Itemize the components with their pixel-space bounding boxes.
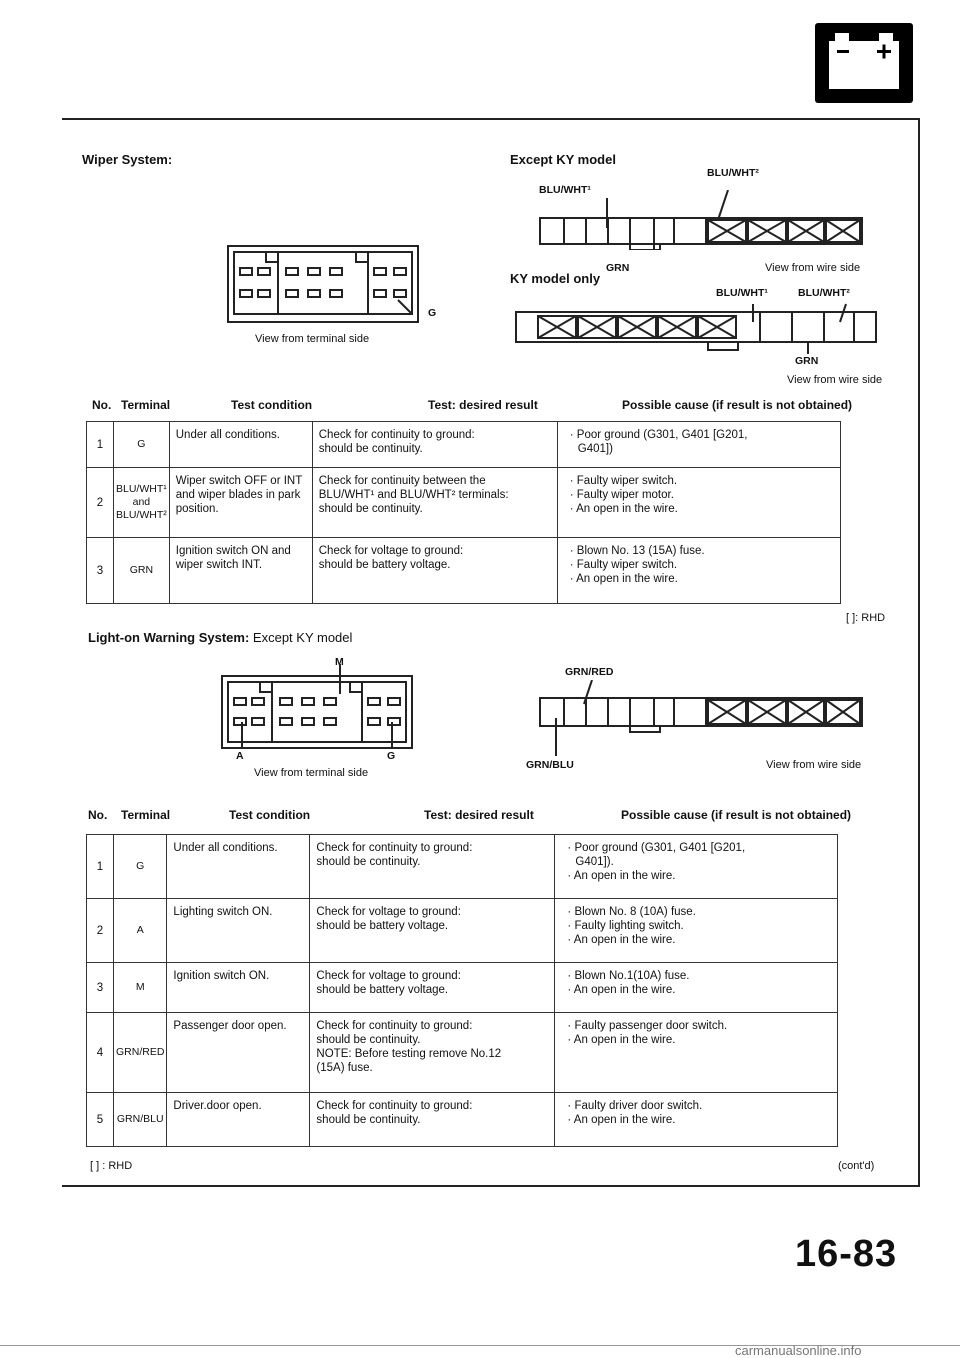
table-row (87, 538, 841, 604)
wiper-section-title: Wiper System: (82, 152, 173, 167)
row-no: 3 (87, 963, 114, 1013)
row-terminal: BLU/WHT¹ and BLU/WHT² (114, 468, 170, 538)
ky-view-wire-side: View from wire side (787, 374, 883, 386)
light-section-title: Light-on Warning System: Except KY model (88, 630, 353, 645)
row-terminal: A (114, 899, 167, 963)
row-condition: Lighting switch ON. (167, 899, 310, 963)
except-ky-blu-wht2-label: BLU/WHT² (707, 167, 759, 179)
row-terminal: GRN/RED (114, 1013, 167, 1093)
table-row (87, 468, 841, 538)
light-test-table (86, 834, 838, 1147)
row-terminal: GRN (114, 538, 170, 604)
wiper-header-cause: Possible cause (if result is not obtained) (622, 398, 853, 412)
row-no: 5 (87, 1093, 114, 1147)
row-condition: Under all conditions. (167, 835, 310, 899)
row-condition: Wiper switch OFF or INT and wiper blades in park position. (169, 468, 312, 538)
wiper-view-terminal-side: View from terminal side (255, 333, 370, 345)
row-test: Check for voltage to ground: should be battery voltage. (312, 538, 557, 604)
row-no: 1 (87, 422, 114, 468)
ky-grn-label: GRN (795, 355, 819, 367)
table-row (87, 835, 838, 899)
row-cause: · Faulty wiper switch. · Faulty wiper motor. · An open in the wire. (557, 468, 840, 538)
row-cause: · Blown No. 8 (10A) fuse. · Faulty lighting switch. · An open in the wire. (555, 899, 838, 963)
ky-blu-wht1-label: BLU/WHT¹ (716, 287, 768, 299)
except-ky-label: Except KY model (510, 152, 616, 167)
light-view-wire-side: View from wire side (766, 759, 862, 771)
table-row (87, 1013, 838, 1093)
contd-note: (cont'd) (838, 1160, 875, 1172)
row-condition: Driver.door open. (167, 1093, 310, 1147)
light-connector-terminal-side (220, 664, 460, 754)
row-condition: Ignition switch ON. (167, 963, 310, 1013)
battery-icon (815, 23, 913, 103)
bottom-rule (62, 1185, 920, 1187)
row-cause: · Blown No. 13 (15A) fuse. · Faulty wiper switch. · An open in the wire. (557, 538, 840, 604)
row-test: Check for voltage to ground: should be battery voltage. (310, 963, 555, 1013)
wiper-test-table (86, 421, 841, 604)
page-number: 16-83 (795, 1233, 898, 1275)
except-ky-grn-label: GRN (606, 262, 630, 274)
frame-right-rule (918, 118, 920, 1186)
row-no: 4 (87, 1013, 114, 1093)
row-test: Check for continuity to ground: should be continuity. (310, 835, 555, 899)
row-condition: Ignition switch ON and wiper switch INT. (169, 538, 312, 604)
wiper-rhd-note: [ ]: RHD (846, 612, 886, 624)
light-terminal-a-label: A (236, 750, 244, 762)
light-header-condition: Test condition (229, 808, 311, 822)
except-ky-connector-wire-side (530, 190, 870, 250)
row-no: 2 (87, 899, 114, 963)
light-connector-wire-side (530, 680, 870, 760)
row-no: 1 (87, 835, 114, 899)
row-no: 3 (87, 538, 114, 604)
top-rule (62, 118, 920, 120)
table-row (87, 899, 838, 963)
light-terminal-g-label: G (387, 750, 396, 762)
row-test: Check for continuity between the BLU/WHT¹ and BLU/WHT² terminals: should be continuity. (312, 468, 557, 538)
row-condition: Passenger door open. (167, 1013, 310, 1093)
watermark-text: carmanualsonline.info (735, 1343, 862, 1358)
wiper-header-no: No. (92, 398, 112, 412)
table-row (87, 1093, 838, 1147)
row-test: Check for voltage to ground: should be battery voltage. (310, 899, 555, 963)
wiper-terminal-g-label: G (428, 307, 437, 319)
ky-blu-wht2-label: BLU/WHT² (798, 287, 850, 299)
row-test: Check for continuity to ground: should be continuity. (312, 422, 557, 468)
light-rhd-note: [ ] : RHD (90, 1160, 133, 1172)
row-terminal: M (114, 963, 167, 1013)
row-cause: · Faulty passenger door switch. · An open in the wire. (555, 1013, 838, 1093)
light-terminal-m-label: M (335, 656, 344, 668)
row-terminal: G (114, 835, 167, 899)
light-header-cause: Possible cause (if result is not obtained) (621, 808, 852, 822)
row-no: 2 (87, 468, 114, 538)
light-grn-red-label: GRN/RED (565, 666, 614, 678)
wiper-header-condition: Test condition (231, 398, 313, 412)
light-grn-blu-label: GRN/BLU (526, 759, 574, 771)
row-terminal: G (114, 422, 170, 468)
table-row (87, 963, 838, 1013)
wiper-header-terminal: Terminal (121, 398, 171, 412)
row-terminal: GRN/BLU (114, 1093, 167, 1147)
light-header-no: No. (88, 808, 108, 822)
table-row (87, 422, 841, 468)
row-test: Check for continuity to ground: should be continuity. (310, 1093, 555, 1147)
light-header-terminal: Terminal (121, 808, 171, 822)
ky-only-label: KY model only (510, 271, 601, 286)
except-ky-view-wire-side: View from wire side (765, 262, 861, 274)
wiper-header-result: Test: desired result (428, 398, 538, 412)
row-test: Check for continuity to ground: should be continuity. NOTE: Before testing remove No.12 (15A) fuse. (310, 1013, 555, 1093)
row-condition: Under all conditions. (169, 422, 312, 468)
row-cause: · Blown No.1(10A) fuse. · An open in the wire. (555, 963, 838, 1013)
row-cause: · Faulty driver door switch. · An open in the wire. (555, 1093, 838, 1147)
row-cause: · Poor ground (G301, G401 [G201, G401]) (557, 422, 840, 468)
light-view-terminal-side: View from terminal side (254, 767, 369, 779)
row-cause: · Poor ground (G301, G401 [G201, G401]). · An open in the wire. (555, 835, 838, 899)
except-ky-blu-wht1-label: BLU/WHT¹ (539, 184, 591, 196)
ky-connector-wire-side (508, 298, 878, 360)
light-header-result: Test: desired result (424, 808, 534, 822)
